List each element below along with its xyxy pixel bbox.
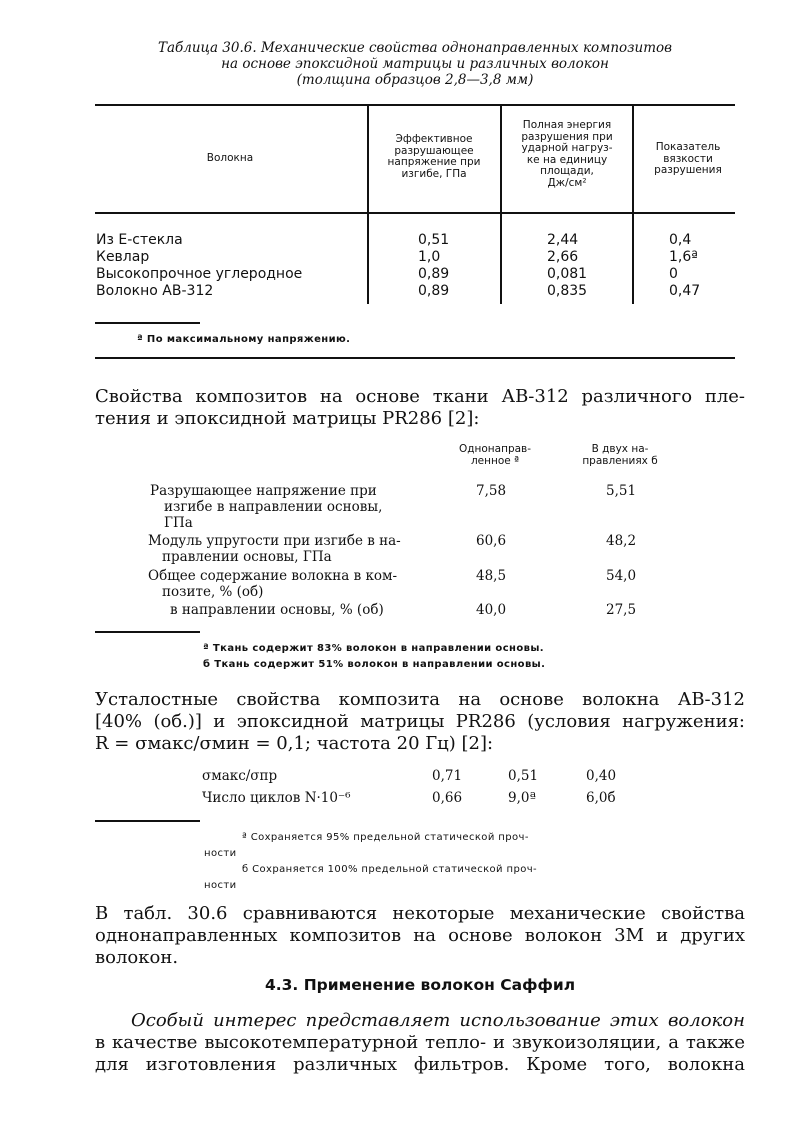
- paragraph-fatigue: Усталостные свойства композита на основе волокна АВ-312 [40% (об.)] и эпоксидной матрицы PR286 (условия нагружения: R = σмакс/σмин = 0,1; частота 20 Гц) [2]:: [95, 689, 745, 754]
- table1-footnote: ª По максимальному напряжению.: [137, 334, 351, 345]
- t3-row-1-v1: 0,71: [432, 768, 463, 784]
- row-strength-1: 0,51: [418, 232, 450, 248]
- footnote-rule-1: [95, 322, 200, 324]
- row-energy-4: 0,835: [547, 283, 588, 299]
- t2-row-1-label: Разрушающее напряжение при изгибе в направлении основы, ГПа: [150, 483, 383, 531]
- caption-line-3: (толщина образцов 2,8—3,8 мм): [296, 72, 534, 88]
- t3-row-2-label: Число циклов N·10⁻⁶: [202, 790, 351, 806]
- t3-row-1-v2: 0,51: [508, 768, 539, 784]
- paragraph-saffil: Особый интерес представляет использование этих волокон в качестве высокотемпературной тепло- и звукоизоляции, а также для изготовления различных фильтров. Кроме того, волокна: [95, 1010, 745, 1075]
- t2-row-2-v2: 48,2: [606, 533, 637, 549]
- t2-row-1-v1: 7,58: [476, 483, 507, 499]
- row-strength-3: 0,89: [418, 266, 450, 282]
- row-toughness-4: 0,47: [669, 283, 701, 299]
- row-toughness-2: 1,6ª: [669, 249, 698, 265]
- row-fiber-3: Высокопрочное углеродное: [96, 266, 303, 282]
- caption-line-2: на основе эпоксидной матрицы и различных волокон: [221, 56, 609, 72]
- t2-row-3-v1: 48,5: [476, 568, 507, 584]
- row-toughness-1: 0,4: [669, 232, 692, 248]
- row-strength-2: 1,0: [418, 249, 441, 265]
- t3-row-2-v2: 9,0ª: [508, 790, 536, 806]
- t2-footnote-2: б Ткань содержит 51% волокон в направлении основы.: [203, 659, 546, 670]
- table-header-rule: [95, 212, 735, 214]
- t3-footnote-1-cont: ности: [204, 848, 237, 859]
- row-fiber-1: Из Е-стекла: [96, 232, 183, 248]
- row-energy-3: 0,081: [547, 266, 588, 282]
- row-toughness-3: 0: [669, 266, 678, 282]
- t3-footnote-1: ª Сохраняется 95% предельной статической проч-: [242, 832, 529, 843]
- t2-header-col1: Однонаправ- ленное ª: [458, 443, 532, 467]
- t3-row-1-label: σмакс/σпр: [202, 768, 278, 784]
- section-heading: 4.3. Применение волокон Саффил: [264, 976, 576, 994]
- paragraph-comparison: В табл. 30.6 сравниваются некоторые механические свойства однонаправленных композитов на основе волокон 3М и других волокон.: [95, 903, 745, 968]
- row-strength-4: 0,89: [418, 283, 450, 299]
- header-strength: Эффективное разрушающее напряжение при изгибе, ГПа: [387, 133, 481, 180]
- table-top-rule: [95, 104, 735, 106]
- t2-header-col2: В двух на- правлениях б: [582, 443, 658, 467]
- header-fiber: Волокна: [206, 152, 254, 164]
- t2-row-2-label: Модуль упругости при изгибе в на- правлении основы, ГПа: [148, 533, 401, 565]
- t3-row-2-v3: 6,0б: [586, 790, 616, 806]
- table-divider-1: [367, 106, 369, 304]
- paragraph-fabric-intro: Свойства композитов на основе ткани АВ-312 различного пле- тения и эпоксидной матрицы PR286 [2]:: [95, 386, 745, 429]
- row-energy-1: 2,44: [547, 232, 579, 248]
- t2-row-4-v2: 27,5: [606, 602, 637, 618]
- table-divider-3: [632, 106, 634, 304]
- t3-footnote-2: б Сохраняется 100% предельной статической проч-: [242, 864, 538, 875]
- t3-row-1-v3: 0,40: [586, 768, 617, 784]
- table-divider-2: [500, 106, 502, 304]
- header-energy: Полная энергия разрушения при ударной нагруз- ке на единицу площади, Дж/см²: [521, 119, 613, 189]
- footnote-rule-3: [95, 820, 200, 822]
- table-bottom-rule: [95, 357, 735, 359]
- t2-row-2-v1: 60,6: [476, 533, 507, 549]
- t2-row-1-v2: 5,51: [606, 483, 637, 499]
- t2-row-4-v1: 40,0: [476, 602, 507, 618]
- t2-row-4-label: в направлении основы, % (об): [170, 602, 384, 618]
- t2-row-3-label: Общее содержание волокна в ком- позите, % (об): [148, 568, 398, 600]
- caption-line-1: Таблица 30.6. Механические свойства однонаправленных композитов: [157, 40, 673, 56]
- table-caption: [90, 40, 740, 88]
- footnote-rule-2: [95, 631, 200, 633]
- header-toughness: Показатель вязкости разрушения: [654, 141, 722, 176]
- t3-footnote-2-cont: ности: [204, 880, 237, 891]
- t3-row-2-v1: 0,66: [432, 790, 463, 806]
- row-fiber-4: Волокно АВ-312: [96, 283, 214, 299]
- row-energy-2: 2,66: [547, 249, 579, 265]
- t2-footnote-1: ª Ткань содержит 83% волокон в направлении основы.: [203, 643, 544, 654]
- t2-row-3-v2: 54,0: [606, 568, 637, 584]
- row-fiber-2: Кевлар: [96, 249, 150, 265]
